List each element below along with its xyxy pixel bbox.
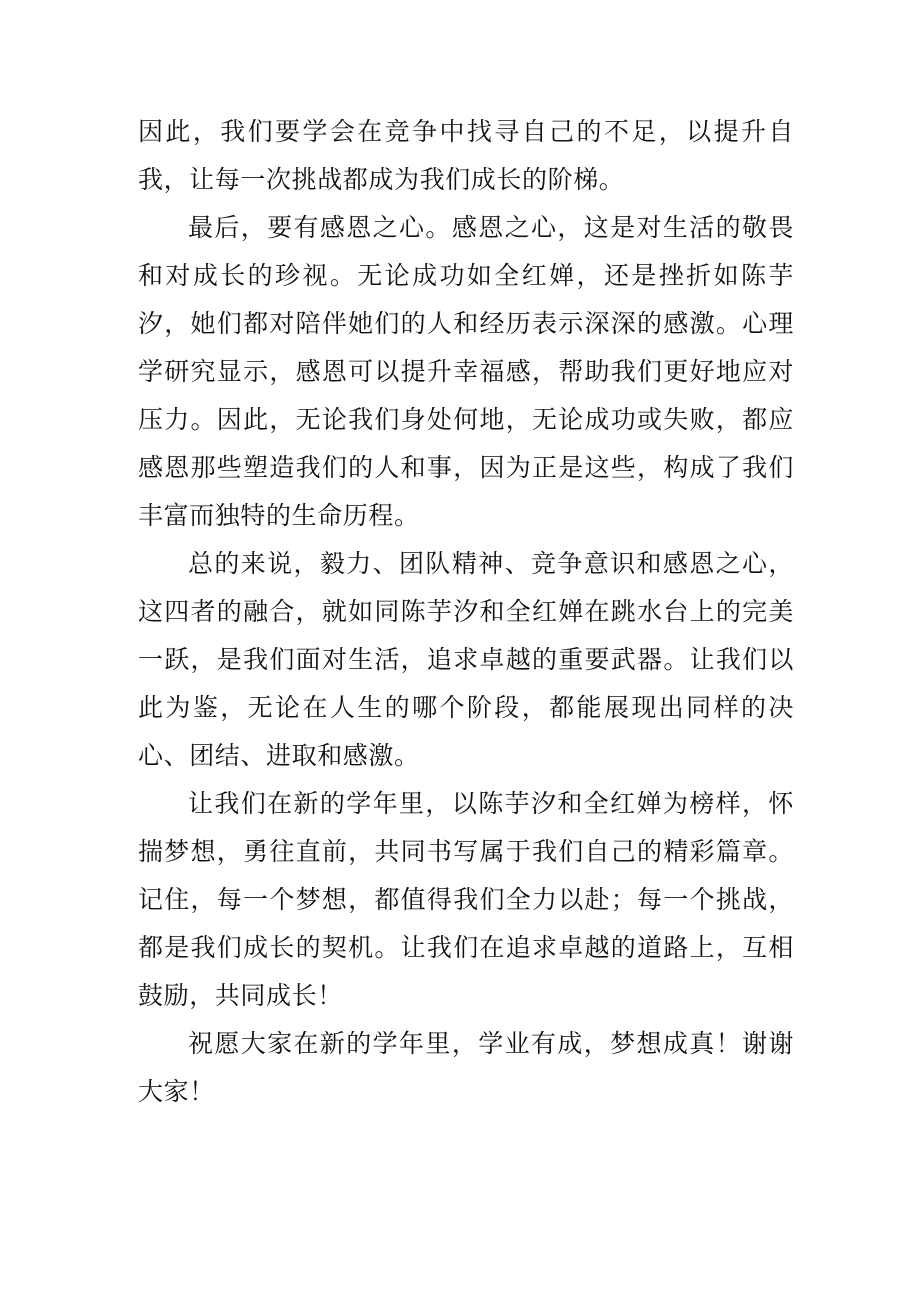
document-body (138, 108, 794, 1116)
paragraph-gratitude: 最后，要有感恩之心。感恩之心，这是对生活的敬畏和对成长的珍视。无论成功如全红婵，还是挫折如陈芋汐，她们都对陪伴她们的人和经历表示深深的感激。心理学研究显示，感恩可以提升幸福感，帮助我们更好地应对压力。因此，无论我们身处何地，无论成功或失败，都应感恩那些塑造我们的人和事，因为正是这些，构成了我们丰富而独特的生命历程。 (138, 213, 794, 530)
paragraph-summary: 总的来说，毅力、团队精神、竞争意识和感恩之心，这四者的融合，就如同陈芋汐和全红婵在跳水台上的完美一跃，是我们面对生活，追求卓越的重要武器。让我们以此为鉴，无论在人生的哪个阶段，都能展现出同样的决心、团结、进取和感激。 (138, 549, 794, 770)
paragraph-new-school-year: 让我们在新的学年里，以陈芋汐和全红婵为榜样，怀揣梦想，勇往直前，共同书写属于我们自己的精彩篇章。记住，每一个梦想，都值得我们全力以赴；每一个挑战，都是我们成长的契机。让我们在追求卓越的道路上，互相鼓励，共同成长！ (138, 789, 794, 1010)
paragraph-closing-wishes: 祝愿大家在新的学年里，学业有成，梦想成真！谢谢大家！ (138, 1029, 794, 1106)
paragraph-continuation: 因此，我们要学会在竞争中找寻自己的不足，以提升自我，让每一次挑战都成为我们成长的阶梯。 (138, 117, 794, 194)
